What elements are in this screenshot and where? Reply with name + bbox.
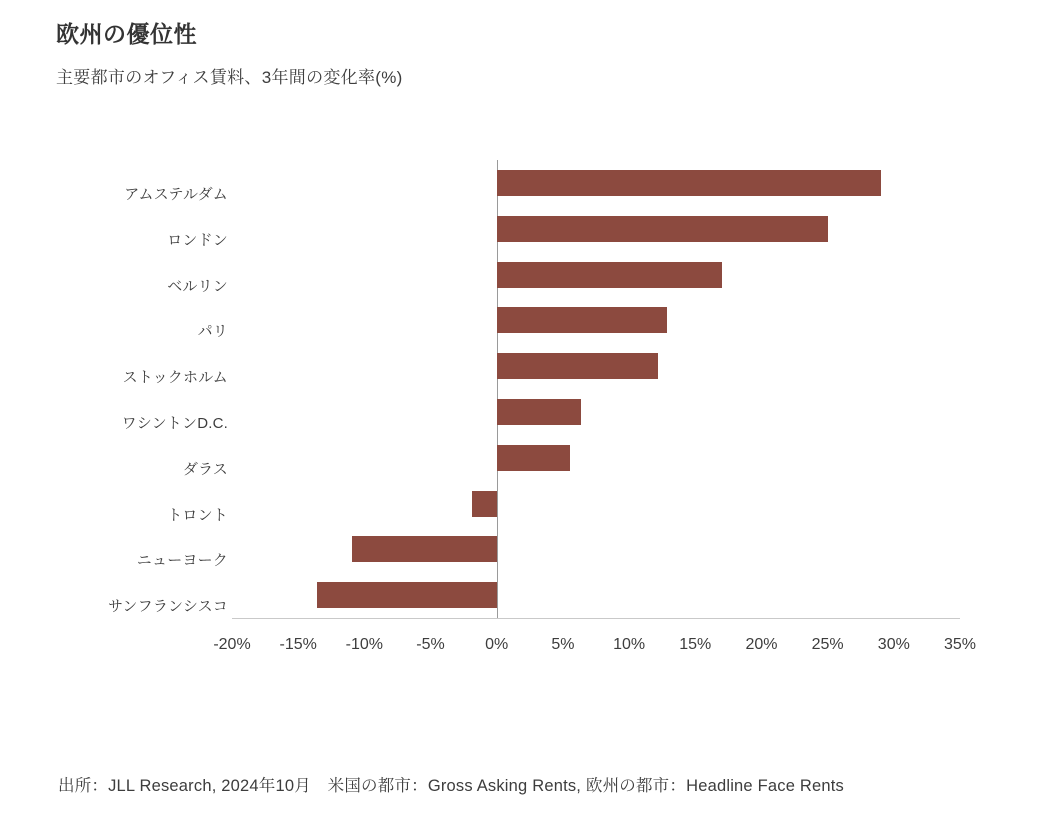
bar-row xyxy=(232,399,960,425)
bar xyxy=(472,491,497,517)
bar xyxy=(497,445,570,471)
x-axis-line xyxy=(232,618,960,619)
category-label: サンフランシスコ xyxy=(107,598,228,616)
x-tick-label: -20% xyxy=(213,636,251,653)
chart-area xyxy=(0,150,1064,720)
bar xyxy=(497,216,828,242)
bar-row xyxy=(232,170,960,196)
bar-row xyxy=(232,262,960,288)
bar xyxy=(497,262,722,288)
category-label: アムステルダム xyxy=(124,185,228,203)
x-tick-label: 5% xyxy=(551,636,575,653)
x-tick-label: 20% xyxy=(745,636,778,653)
x-tick-label: -10% xyxy=(345,636,384,653)
category-label: ストックホルム xyxy=(122,369,228,387)
bar-row xyxy=(232,307,960,333)
category-label: ベルリン xyxy=(167,277,228,295)
bar xyxy=(497,353,658,379)
bar-row xyxy=(232,491,960,517)
x-tick-label: 15% xyxy=(679,636,712,653)
page-title: 欧州の優位性 xyxy=(56,21,197,47)
page-subtitle: 主要都市のオフィス賃料、3年間の変化率(%) xyxy=(56,68,403,87)
source-note: 出所：JLL Research, 2024年10月 米国の都市：Gross Asking Rents, 欧州の都市：Headline Face Rents xyxy=(58,777,844,795)
category-label: ワシントンD.C. xyxy=(121,414,228,432)
bar xyxy=(317,582,497,608)
category-label: ダラス xyxy=(182,460,228,478)
plot-area xyxy=(213,160,977,670)
x-tick-label: 35% xyxy=(943,636,977,653)
bar-row xyxy=(232,536,960,562)
bar xyxy=(352,536,496,562)
x-tick-label: 0% xyxy=(485,636,509,653)
bar-row xyxy=(232,582,960,608)
bar-row xyxy=(232,216,960,242)
x-tick-label: -15% xyxy=(279,636,317,653)
x-tick-label: 30% xyxy=(877,636,910,653)
bar xyxy=(497,399,582,425)
category-label: トロント xyxy=(167,506,228,524)
bar-row xyxy=(232,445,960,471)
bar-row xyxy=(232,353,960,379)
x-tick-label: -5% xyxy=(416,636,445,653)
bar xyxy=(497,170,881,196)
category-label: ロンドン xyxy=(167,231,228,249)
category-label: ニューヨーク xyxy=(136,552,228,570)
x-tick-label: 25% xyxy=(811,636,844,653)
category-label: パリ xyxy=(197,323,228,341)
x-tick-label: 10% xyxy=(613,636,646,653)
bar xyxy=(497,307,668,333)
